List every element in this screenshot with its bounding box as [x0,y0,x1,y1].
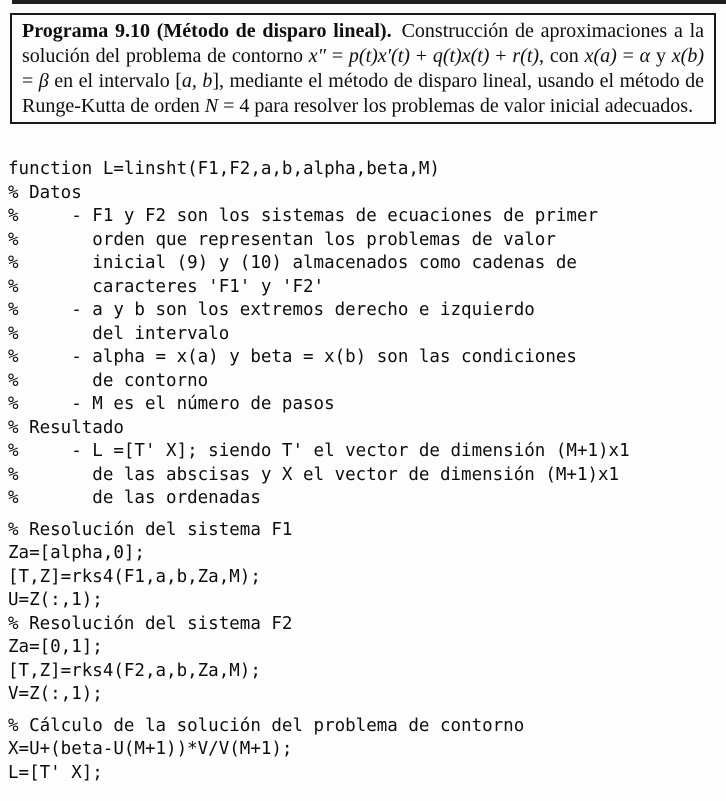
text-segment-italic: r(t) [512,45,540,67]
code-line: % Resolución del sistema F1 [8,519,293,540]
text-segment-italic: N [204,95,224,117]
text-segment-normal: = [22,70,39,92]
code-line: function L=linsht(F1,F2,a,b,alpha,beta,M) [8,159,440,179]
code-line: % del intervalo [8,323,230,344]
code-line: [T,Z]=rks4(F2,a,b,Za,M); [8,660,261,681]
code-line: % Resolución del sistema F2 [8,613,293,634]
code-line: Za=[alpha,0]; [8,543,145,563]
text-segment-italic: α [639,45,651,67]
code-line: % - a y b son los extremos derecho e izquierdo [8,300,535,320]
text-segment-normal: ], mediante el método de disparo lineal, usando el método de Runge-Kutta de orden [22,70,704,117]
code-line: U=Z(:,1); [8,590,103,610]
text-segment-normal: + [415,45,433,67]
code-line: % - M es el número de pasos [8,394,335,414]
scan-artifact-line [12,0,726,4]
text-segment-normal: + [495,45,513,67]
text-segment-normal: = [331,45,349,67]
code-line: % de las ordenadas [8,488,261,508]
code-line: X=U+(beta-U(M+1))*V/V(M+1); [8,739,293,759]
text-segment-bold: Programa 9.10 (Método de disparo lineal). [22,20,392,42]
text-segment-normal: en el intervalo [ [48,70,182,92]
code-line: % - L =[T' X]; siendo T' el vector de dimensión (M+1)x1 [8,441,630,461]
code-line: % caracteres 'F1' y 'F2' [8,276,325,297]
code-line: L=[T' X]; [8,762,103,783]
code-line: % - alpha = x(a) y beta = x(b) son las condiciones [8,347,577,367]
text-segment-normal: , con [539,45,585,67]
code-line: % Cálculo de la solución del problema de contorno [8,715,525,736]
text-segment-italic: x″ [308,45,332,67]
code-line: % - F1 y F2 son los sistemas de ecuaciones de primer [8,206,599,226]
text-segment-italic: β [38,70,49,92]
code-line: % de contorno [8,370,209,391]
program-description-text [22,19,704,119]
text-segment-italic: x(a) [584,45,623,67]
code-line: % Resultado [8,417,124,438]
code-listing [8,158,726,785]
code-line: Za=[0,1]; [8,637,103,657]
text-segment-normal: = 4 para resolver los problemas de valor inicial adecuados. [223,95,694,117]
code-line: V=Z(:,1); [8,684,103,704]
text-segment-italic: x(b) [671,45,704,67]
code-line: % de las abscisas y X el vector de dimensión (M+1)x1 [8,464,620,485]
code-line: % orden que representan los problemas de valor [8,229,556,250]
text-segment-normal: y [650,45,672,67]
text-segment-normal: = [622,45,640,67]
program-description-box [10,13,716,124]
text-segment-italic: q(t)x(t) [432,45,496,67]
code-line: % Datos [8,182,82,203]
text-segment-italic: p(t)x′(t) [348,45,416,67]
text-segment-normal: Construcción de aproximaciones a la solución del problema de contorno [22,20,704,67]
code-line: [T,Z]=rks4(F1,a,b,Za,M); [8,566,261,587]
text-segment-italic: a, b [181,70,213,92]
code-line: % inicial (9) y (10) almacenados como cadenas de [8,253,577,273]
